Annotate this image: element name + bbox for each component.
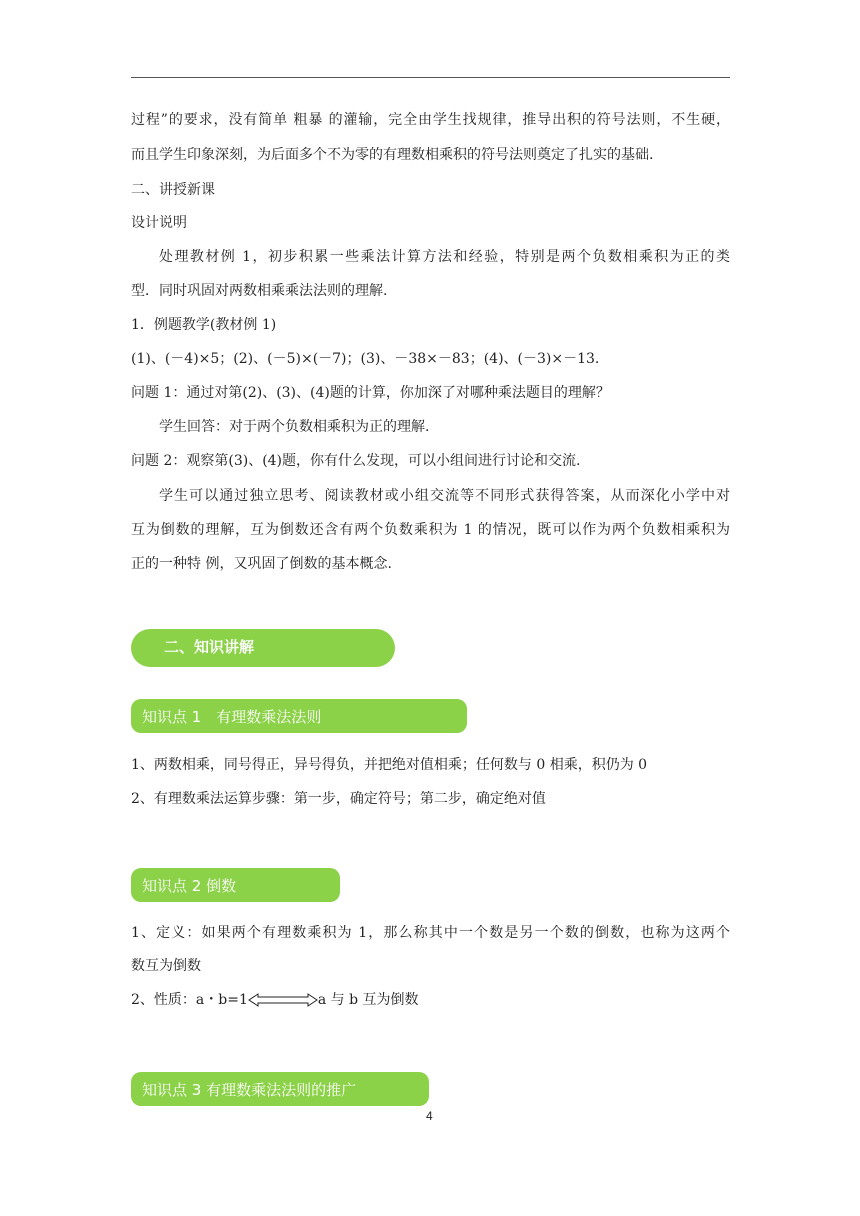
kp2-property-suffix: a 与 b 互为倒数 xyxy=(317,992,419,1008)
para1-line-1: 处理教材例 1，初步积累一些乘法计算方法和经验，特别是两个负数相乘积为正的类 xyxy=(159,249,730,265)
double-arrow-icon xyxy=(248,993,318,1007)
para2-line-1: 学生可以通过独立思考、阅读教材或小组交流等不同形式获得答案，从而深化小学中对 xyxy=(159,488,730,504)
design-note-label: 设计说明 xyxy=(131,215,187,231)
question-1: 问题 1：通过对第(2)、(3)、(4)题的计算，你加深了对哪种乘法题目的理解？ xyxy=(131,385,610,401)
kp3-header xyxy=(131,1072,429,1106)
section-heading-new-lesson: 二、讲授新课 xyxy=(131,182,215,198)
para2-line-3: 正的一种特 例，又巩固了倒数的基本概念. xyxy=(131,556,392,572)
intro-line-2: 而且学生印象深刻，为后面多个不为零的有理数相乘积的符号法则奠定了扎实的基础. xyxy=(131,147,654,163)
kp2-header xyxy=(131,868,340,902)
kp1-header xyxy=(131,699,467,733)
para2-line-2: 互为倒数的理解，互为倒数还含有两个负数乘积为 1 的情况，既可以作为两个负数相乘积为 xyxy=(131,522,730,538)
kp2-property xyxy=(131,990,419,1010)
kp2-property-prefix: 2、性质：a・b=1 xyxy=(131,992,248,1008)
page-number: 4 xyxy=(426,1109,433,1123)
question-2: 问题 2：观察第(3)、(4)题，你有什么发现，可以小组间进行讨论和交流. xyxy=(131,453,581,469)
knowledge-banner-label: 二、知识讲解 xyxy=(164,638,255,656)
intro-line-1: 过程”的要求，没有简单 粗暴 的灌输，完全由学生找规律，推导出积的符号法则，不生硬， xyxy=(131,112,730,128)
answer-1: 学生回答：对于两个负数相乘积为正的理解. xyxy=(159,419,430,435)
kp1-item-1: 1、两数相乘，同号得正，异号得负，并把绝对值相乘；任何数与 0 相乘，积仍为 0 xyxy=(131,757,648,773)
kp2-def-line-2: 数互为倒数 xyxy=(131,958,201,974)
header-rule xyxy=(131,77,730,78)
kp1-item-2: 2、有理数乘法运算步骤：第一步，确定符号；第二步，确定绝对值 xyxy=(131,791,546,807)
kp3-title: 知识点 3 有理数乘法法则的推广 xyxy=(142,1081,357,1099)
para1-line-2: 型．同时巩固对两数相乘乘法法则的理解. xyxy=(131,283,388,299)
kp1-title: 知识点 1 有理数乘法法则 xyxy=(142,708,322,726)
knowledge-banner xyxy=(131,629,395,667)
kp2-def-line-1: 1、定义：如果两个有理数乘积为 1，那么称其中一个数是另一个数的倒数，也称为这两个 xyxy=(131,925,730,941)
example-problems: (1)、(－4)×5；(2)、(－5)×(－7)；(3)、－38×－83；(4)、(－3)×－13. xyxy=(131,351,600,367)
example-title: 1．例题教学(教材例 1) xyxy=(131,317,277,333)
kp2-title: 知识点 2 倒数 xyxy=(142,877,237,895)
